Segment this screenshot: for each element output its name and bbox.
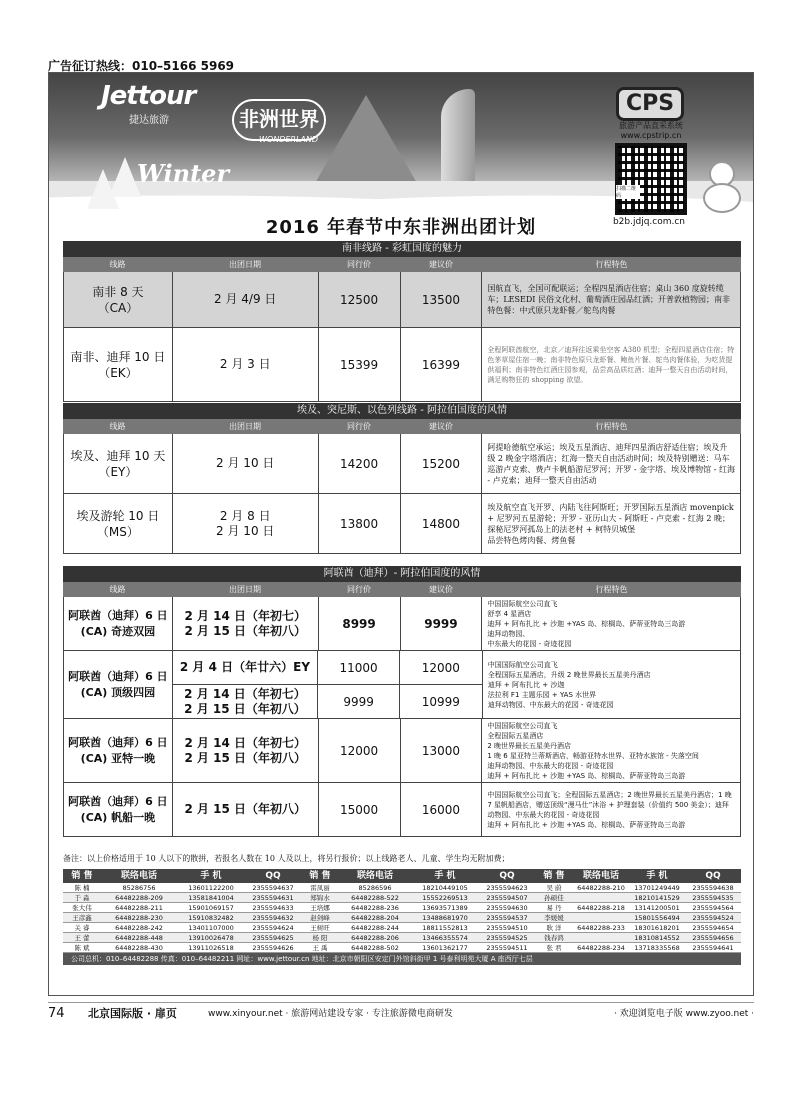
sales-name: 王 蕾 <box>74 934 90 942</box>
table-row <box>63 893 741 903</box>
sales-name: 雷凤丽 <box>310 884 330 892</box>
cps-line-text: 旅游产品直采系统 <box>619 121 683 130</box>
mobile: 18811552813 <box>422 924 468 932</box>
retail-price: 15200 <box>401 434 483 493</box>
mobile: 18210449105 <box>422 884 468 892</box>
table-row <box>63 903 741 913</box>
mobile: 13701249449 <box>634 884 680 892</box>
sales-name: 钱春鸿 <box>544 934 564 942</box>
page-title: 2016 年春节中东非洲出团计划 <box>265 217 537 238</box>
mobile: 13718335568 <box>634 944 680 952</box>
snowman-body-icon <box>703 183 741 213</box>
peer-price: 15000 <box>319 783 401 836</box>
sales-name: 王树旺 <box>310 924 330 932</box>
pyramid-image <box>311 95 421 190</box>
contact-phone: 64482288-448 <box>115 934 163 942</box>
col-route: 线路 <box>109 422 126 431</box>
contact-phone: 85286596 <box>358 884 392 892</box>
qq: 2355594630 <box>486 904 528 912</box>
trip-feature: 中国国际航空公司直飞 舒享 4 星酒店 迪拜 + 阿布扎比 + 沙迦 +YAS 岛、棕榈岛、萨蒂亚特岛三岛游 迪拜动物园、 中东最大的花园 - 奇迹花园 <box>482 597 741 650</box>
peer-price: 8999 <box>319 597 401 650</box>
sales-name: 耿 洋 <box>546 924 562 932</box>
sales-name: 于 淼 <box>74 894 90 902</box>
trip-feature: 中国国际航空公司直飞 全程国际五星酒店 2 晚世界最长五星美丹酒店 1 晚 6 星亚特兰蒂斯酒店，畅游亚特水世界、亚特水族馆 - 失落空间 迪拜动物园、中东最大的花园 - 奇迹花园 迪拜 + 阿布扎比 + 沙迦 +YAS 岛、棕榈岛、萨蒂亚特岛三岛游 <box>482 719 741 782</box>
table-row <box>63 933 741 943</box>
table-row <box>63 943 741 953</box>
sales-name: 王 禹 <box>312 944 328 952</box>
route-name: 阿联酋（迪拜）6 日 (CA) 帆船一晚 <box>64 783 173 836</box>
sub-row <box>173 651 482 684</box>
mobile: 15901069157 <box>188 904 234 912</box>
col-date: 出团日期 <box>229 260 261 269</box>
retail-price: 14800 <box>401 494 483 553</box>
winter-text: Winter <box>137 159 230 188</box>
trip-feature: 阿提哈德航空承运；埃及五星酒店、迪拜四星酒店舒适住宿；埃及升级 2 晚金字塔酒店；红海一整天自由活动时间；埃及特别赠送：马车巡游卢克索、费卢卡帆船游尼罗河；开罗 - 金字塔、埃及博物馆 - 红海 - 卢克索；迪拜一整天自由活动 <box>482 434 741 493</box>
trip-feature: 全程阿联酋航空，北京／迪拜往返乘坐空客 A380 机型；全程四星酒店住宿；特色茅草屋住宿一晚；南非特色原只龙虾餐、鲍鱼片餐、鸵鸟肉餐体验，为吃货提供福利；南非特色红酒庄园参观，品尝高品质红酒；迪拜一整天自由活动时间，满足购物狂的 shopping 欲望。 <box>482 328 741 401</box>
qq: 2355594537 <box>486 914 528 922</box>
table-row <box>63 913 741 923</box>
route-name: 阿联酋（迪拜）6 日 (CA) 顶级四园 <box>64 651 173 718</box>
route-name: 阿联酋（迪拜）6 日 (CA) 奇迹双园 <box>64 597 173 650</box>
mobile: 13466355574 <box>422 934 468 942</box>
header-cell: 手 机 <box>434 871 456 881</box>
contact-phone: 64482288-502 <box>351 944 399 952</box>
retail-price: 9999 <box>401 597 483 650</box>
retail-price: 12000 <box>421 660 460 675</box>
header-cell: 联络电话 <box>120 871 157 881</box>
column-headers <box>63 582 741 597</box>
qq: 2355594654 <box>692 924 734 932</box>
sales-name: 吴 蔚 <box>546 884 562 892</box>
mobile: 15801556494 <box>634 914 680 922</box>
contact-phone: 64482288-209 <box>115 894 163 902</box>
table-row <box>63 597 741 651</box>
departure-date: 2 月 4/9 日 <box>173 272 319 327</box>
section-south-africa <box>63 241 741 402</box>
col-feature: 行程特色 <box>595 585 628 594</box>
sales-name: 李媛媛 <box>544 914 564 922</box>
jettour-subtitle: 捷达旅游 <box>129 115 169 126</box>
qq: 2355594564 <box>692 904 734 912</box>
sales-name: 孙硕佳 <box>544 894 564 902</box>
table-row <box>63 328 741 402</box>
mobile: 13693571389 <box>422 904 468 912</box>
page-number: 74 <box>48 1006 65 1021</box>
wonderland-subtitle: WONDERLAND <box>259 135 319 144</box>
qq: 2355594633 <box>252 904 294 912</box>
contact-phone: 64482288-230 <box>115 914 163 922</box>
col-retail-price: 建议价 <box>429 260 453 269</box>
mobile: 13581841004 <box>188 894 234 902</box>
contact-phone: 64482288-233 <box>577 924 625 932</box>
col-route: 线路 <box>109 260 126 269</box>
col-feature: 行程特色 <box>595 422 628 431</box>
route-name: 阿联酋（迪拜）6 日 (CA) 亚特一晚 <box>64 719 173 782</box>
mobile: 13910026478 <box>188 934 234 942</box>
contact-phone: 85286756 <box>122 884 156 892</box>
col-retail-price: 建议价 <box>429 585 453 594</box>
table-row <box>63 434 741 494</box>
route-name: 埃及游轮 10 日 （MS） <box>64 494 173 553</box>
mobile: 15910832482 <box>188 914 234 922</box>
qq: 2355594637 <box>252 884 294 892</box>
mobile: 15552269513 <box>422 894 468 902</box>
route-name: 南非 8 天 （CA） <box>64 272 173 327</box>
section-uae <box>63 566 741 837</box>
qq: 2355594624 <box>252 924 294 932</box>
sales-name: 赵剑峰 <box>310 914 330 922</box>
header-cell: 销 售 <box>543 871 565 881</box>
header-cell: 销 售 <box>309 871 331 881</box>
table-row <box>63 719 741 783</box>
retail-price: 10999 <box>421 694 460 709</box>
section-heading: 南非线路 - 彩虹国度的魅力 <box>63 241 741 257</box>
sales-name: 易 丹 <box>546 904 562 912</box>
qr-code-icon <box>615 143 687 215</box>
sub-row <box>173 684 482 718</box>
header-cell: QQ <box>499 871 515 881</box>
peer-price: 12000 <box>319 719 401 782</box>
sales-name: 关 睿 <box>74 924 90 932</box>
qq: 2355594510 <box>486 924 528 932</box>
sales-name: 张大伟 <box>72 904 92 912</box>
mobile: 13488681970 <box>422 914 468 922</box>
section-heading: 阿联酋（迪拜）- 阿拉伯国度的风情 <box>63 566 741 582</box>
col-peer-price: 同行价 <box>347 585 371 594</box>
sales-body <box>63 883 741 953</box>
contact-phone <box>573 933 629 942</box>
header-cell: 销 售 <box>71 871 93 881</box>
header-cell: 手 机 <box>646 871 668 881</box>
route-name: 埃及、迪拜 10 天 （EY） <box>64 434 173 493</box>
mobile: 13141200501 <box>634 904 680 912</box>
trip-feature: 国航直飞，全国可配联运；全程四星酒店住宿；桌山 360 度旋转缆车；LESEDI 民俗文化村、葡萄酒庄园品红酒；开普敦植物园；南非特色餐：中式原只龙虾餐／鸵鸟肉餐 <box>482 272 741 327</box>
departure-date: 2 月 15 日（年初八） <box>173 783 319 836</box>
sales-name: 陈 斌 <box>74 944 90 952</box>
trip-feature: 中国国际航空公司直飞 全程国际五星酒店，升级 2 晚世界最长五星美丹酒店 迪拜 + 阿布扎比 + 沙迦 法拉利 F1 主题乐园 + YAS 水世界 迪拜动物园、中东最大的花园 - 奇迹花园 <box>483 651 741 718</box>
column-headers <box>63 419 741 434</box>
contact-phone: 64482288-234 <box>577 944 625 952</box>
retail-price: 16000 <box>401 783 483 836</box>
sales-name: 郑锦水 <box>310 894 330 902</box>
header-cell: 联络电话 <box>356 871 393 881</box>
departure-date: 2 月 4 日（年廿六）EY <box>173 651 319 684</box>
mobile: 18310814552 <box>634 934 680 942</box>
sales-name: 王培娜 <box>310 904 330 912</box>
table-row <box>63 923 741 933</box>
page-frame <box>48 72 754 996</box>
contact-phone: 64482288-211 <box>115 904 163 912</box>
qq: 2355594525 <box>486 934 528 942</box>
qq: 2355594632 <box>252 914 294 922</box>
table-row <box>63 272 741 328</box>
contact-phone: 64482288-522 <box>351 894 399 902</box>
qq: 2355594625 <box>252 934 294 942</box>
qq: 2355594535 <box>692 894 734 902</box>
sales-name: 陈 楠 <box>74 884 90 892</box>
table-row <box>63 883 741 893</box>
header-cell: QQ <box>705 871 721 881</box>
trip-feature: 埃及航空直飞开罗、内陆飞往阿斯旺；开罗国际五星酒店 movenpick + 尼罗河五星游轮；开罗 - 亚历山大 - 阿斯旺 - 卢克索 - 红海 2 晚；探秘尼罗河孤岛上的法老村 + 柯特贝城堡 品尝特色烤肉餐、烤鱼餐 <box>482 494 741 553</box>
sales-name: 杨 阳 <box>312 934 328 942</box>
departure-date: 2 月 3 日 <box>173 328 319 401</box>
col-feature: 行程特色 <box>595 260 628 269</box>
sales-contact-table <box>63 869 741 965</box>
table-row <box>63 651 741 719</box>
mobile: 13601362177 <box>422 944 468 952</box>
table-row <box>63 494 741 554</box>
col-date: 出团日期 <box>229 422 261 431</box>
retail-price: 16399 <box>401 328 483 401</box>
sales-name: 张 君 <box>546 944 562 952</box>
edition-label: 北京国际版 · 扉页 <box>88 1007 177 1020</box>
col-retail-price: 建议价 <box>429 422 453 431</box>
col-peer-price: 同行价 <box>347 260 371 269</box>
cps-url[interactable]: www.cpstrip.cn <box>620 131 682 140</box>
contact-phone: 64482288-244 <box>351 924 399 932</box>
cps-tagline <box>609 121 693 141</box>
peer-price: 12500 <box>319 272 401 327</box>
departure-date: 2 月 8 日 2 月 10 日 <box>173 494 319 553</box>
b2b-site-url[interactable]: b2b.jdjq.com.cn <box>612 217 686 227</box>
header-cell: 手 机 <box>200 871 222 881</box>
peer-price: 13800 <box>319 494 401 553</box>
section-egypt <box>63 403 741 554</box>
date-price-group <box>173 651 483 718</box>
peer-price: 9999 <box>318 685 400 718</box>
col-date: 出团日期 <box>229 585 261 594</box>
header-cell: QQ <box>265 871 281 881</box>
section-heading: 埃及、突尼斯、以色列线路 - 阿拉伯国度的风情 <box>63 403 741 419</box>
jettour-logo: Jettour <box>101 81 196 111</box>
contact-phone <box>573 893 629 902</box>
peer-price: 15399 <box>319 328 401 401</box>
page-footer <box>48 1002 754 1024</box>
route-name: 南非、迪拜 10 日 （EK） <box>64 328 173 401</box>
contact-phone: 64482288-206 <box>351 934 399 942</box>
contact-phone: 64482288-242 <box>115 924 163 932</box>
cps-logo: CPS <box>616 87 684 121</box>
contact-phone: 64482288-204 <box>351 914 399 922</box>
qr-label: 扫描二维码 <box>616 185 640 199</box>
qq: 2355594623 <box>486 884 528 892</box>
contact-phone: 64482288-236 <box>351 904 399 912</box>
table-row <box>63 783 741 837</box>
mobile: 13911026518 <box>188 944 234 952</box>
qq: 2355594631 <box>252 894 294 902</box>
peer-price: 11000 <box>318 651 400 684</box>
departure-date: 2 月 10 日 <box>173 434 319 493</box>
footer-slogan[interactable]: www.xinyour.net · 旅游网站建设专家 · 专注旅游微电商研发 <box>208 1009 453 1019</box>
mobile: 18210141529 <box>634 894 680 902</box>
column-headers <box>63 257 741 272</box>
company-info: 公司总机：010–64482288 传真：010–64482211 网址：www.jettour.cn 地址：北京市朝阳区安定门外馆斜街甲 1 号泰利明苑大厦 A 座西厅七层 <box>63 953 741 965</box>
sales-name: 王彦鑫 <box>72 914 92 922</box>
qq: 2355594626 <box>252 944 294 952</box>
qq: 2355594641 <box>692 944 734 952</box>
contact-phone: 64482288-218 <box>577 904 625 912</box>
departure-date: 2 月 14 日（年初七） 2 月 15 日（年初八） <box>173 597 319 650</box>
trip-feature: 中国国际航空公司直飞；全程国际五星酒店；2 晚世界最长五星美丹酒店；1 晚 7 星帆船酒店，赠送顶级“漫马仕”沐浴 + 护理套装（价值约 500 美金）；迪拜动物园、中东最大的花园 - 奇迹花园 迪拜 + 阿布扎比 + 沙迦 +YAS 岛、棕榈岛、萨蒂亚特岛三岛游 <box>482 783 741 836</box>
departure-date: 2 月 14 日（年初七） 2 月 15 日（年初八） <box>173 719 319 782</box>
header-cell: 联络电话 <box>582 871 619 881</box>
wonderland-logo: 非洲世界 <box>232 99 326 141</box>
qq: 2355594656 <box>692 934 734 942</box>
mobile: 13601122200 <box>188 884 234 892</box>
price-note: 备注：以上价格适用于 10 人以下的散拼，若报名人数在 10 人及以上，将另行报价；以上线路老人、儿童、学生均无附加费； <box>63 854 510 863</box>
mobile: 13401107000 <box>188 924 234 932</box>
contact-phone: 64482288-430 <box>115 944 163 952</box>
qq: 2355594524 <box>692 914 734 922</box>
contact-phone <box>573 913 629 922</box>
sales-header <box>63 869 741 883</box>
departure-date: 2 月 14 日（年初七） 2 月 15 日（年初八） <box>173 685 319 718</box>
qq: 2355594511 <box>486 944 528 952</box>
retail-price: 13500 <box>401 272 483 327</box>
col-route: 线路 <box>109 585 126 594</box>
contact-phone: 64482288-210 <box>577 884 625 892</box>
banner <box>49 73 753 215</box>
ad-hotline: 广告征订热线：010–5166 5969 <box>48 59 235 73</box>
col-peer-price: 同行价 <box>347 422 371 431</box>
footer-ebook-link[interactable]: · 欢迎浏览电子版 www.zyoo.net · <box>614 1009 754 1019</box>
mobile: 18301618201 <box>634 924 680 932</box>
qq: 2355594507 <box>486 894 528 902</box>
retail-price: 13000 <box>401 719 483 782</box>
qq: 2355594638 <box>692 884 734 892</box>
peer-price: 14200 <box>319 434 401 493</box>
